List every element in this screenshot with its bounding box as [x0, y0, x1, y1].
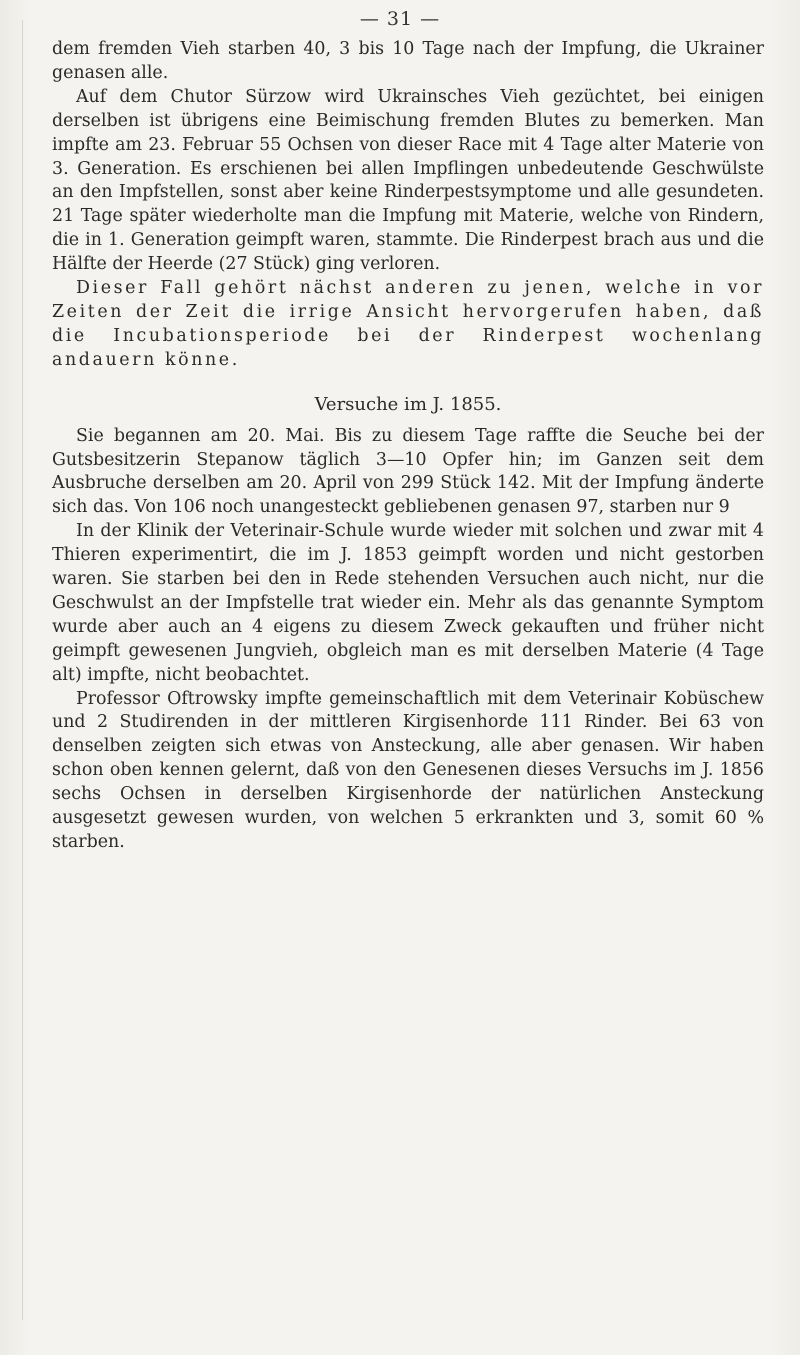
paragraph: Sie begannen am 20. Mai. Bis zu diesem Tage raffte die Seuche bei der Gutsbesitzerin Stepanow täglich 3—10 Opfer hin; im Ganzen seit dem Ausbruche derselben am 20. April von 299 Stück 142. Mit der Impfung änderte sich das. Von 106 noch unangesteckt gebliebenen genasen 97, starben nur 9: [52, 425, 764, 518]
paragraph: dem fremden Vieh starben 40, 3 bis 10 Tage nach der Impfung, die Ukrainer genasen alle.: [52, 39, 764, 83]
paragraph: Auf dem Chutor Sürzow wird Ukrainsches Vieh gezüchtet, bei einigen derselben ist übrigens eine Beimischung fremden Blutes zu bemerken. Man impfte am 23. Februar 55 Ochsen von dieser Race mit 4 Tage alter Materie von 3. Generation. Es erschienen bei allen Impflingen unbedeutende Geschwülste an den Impfstellen, sonst aber keine Rinderpestsymptome und alle gesundeten. 21 Tage später wiederholte man die Impfung mit Materie, welche von Rindern, die in 1. Generation geimpft waren, stammte. Die Rinderpest brach aus und die Hälfte der Heerde (27 Stück) ging verloren.: [52, 86, 764, 275]
paragraph: In der Klinik der Veterinair-Schule wurde wieder mit solchen und zwar mit 4 Thieren experimentirt, die im J. 1853 geimpft worden und nicht gestorben waren. Sie starben bei den in Rede stehenden Versuchen auch nicht, nur die Geschwulst an der Impfstelle trat wieder ein. Mehr als das genannte Symptom wurde aber auch an 4 eigens zu diesem Zweck gekauften und früher nicht geimpft gewesenen Jungvieh, obgleich man es mit derselben Materie (4 Tage alt) impfte, nicht beobachtet.: [52, 521, 764, 685]
body-text: [52, 38, 764, 855]
page-edge-shadow: [22, 20, 23, 1320]
emphasized-paragraph: Dieser Fall gehört nächst anderen zu jenen, welche in vor Zeiten der Zeit die irrige Ansicht hervorgerufen haben, daß die Incubationsperiode bei der Rinderpest wochenlang andauern könne.: [52, 278, 764, 370]
section-heading: Versuche im J. 1855.: [314, 393, 502, 415]
page-number: — 31 —: [359, 8, 441, 30]
paragraph: Professor Oftrowsky impfte gemeinschaftlich mit dem Veterinair Kobüschew und 2 Studirenden in der mittleren Kirgisenhorde 111 Rinder. Bei 63 von denselben zeigten sich etwas von Ansteckung, alle aber genasen. Wir haben schon oben kennen gelernt, daß von den Genesenen dieses Versuchs im J. 1856 sechs Ochsen in derselben Kirgisenhorde der natürlichen Ansteckung ausgesetzt gewesen wurden, von welchen 5 erkrankten und 3, somit 60 % starben.: [52, 688, 764, 852]
